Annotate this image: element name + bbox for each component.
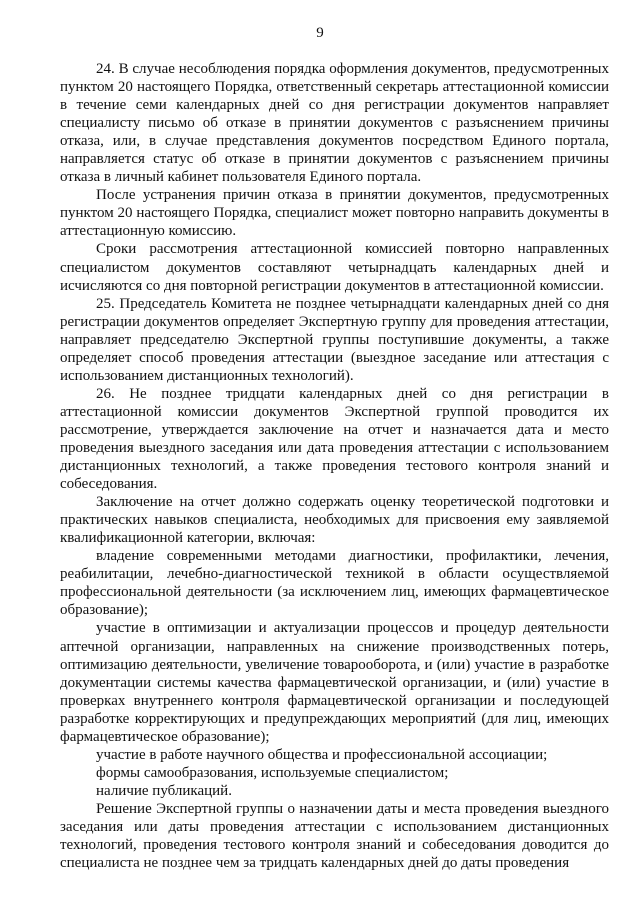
list-item-methods: владение современными методами диагностики, профилактики, лечения, реабилитации, лечебно-диагностической техникой в области осуществляемой профессиональной деятельности (за исключением лиц, имеющих фармацевтическое образование); [60, 548, 609, 619]
page-number: 9 [316, 25, 324, 41]
list-item-self-education: формы самообразования, используемые специалистом; [96, 764, 449, 781]
paragraph-decision: Решение Экспертной группы о назначении даты и места проведения выездного заседания или даты проведения аттестации с использованием дистанционных технологий, проведения тестового контроля знаний и собеседования доводится до специалиста не позднее чем за тридцать календарных дней до даты проведения [60, 800, 609, 872]
paragraph-conclusion: Заключение на отчет должно содержать оценку теоретической подготовки и практических навыков специалиста, необходимых для присвоения ему заявляемой квалификационной категории, включая: [60, 494, 609, 547]
paragraph-review-terms: Сроки рассмотрения аттестационной комиссией повторно направленных специалистом документов составляют четырнадцать календарных дней и исчисляются со дня повторной регистрации документов в аттестационной комиссии. [60, 241, 609, 294]
paragraph-24-refusal: 24. В случае несоблюдения порядка оформления документов, предусмотренных пунктом 20 настоящего Порядка, ответственный секретарь аттестационной комиссии в течение семи календарных дней со дня регистрации документов направляет специалисту письмо об отказе в принятии документов с разъяснением причины отказа, или, в случае представления документов посредством Единого портала, направляется статус об отказе в принятии документов с разъяснением причины отказа в личный кабинет пользователя Единого портала. [60, 61, 609, 186]
list-item-publications: наличие публикаций. [96, 782, 232, 799]
list-item-optimization: участие в оптимизации и актуализации процессов и процедур деятельности аптечной организации, направленных на снижение производственных потерь, оптимизацию деятельности, увеличение товарооборота, и (или) участие в разработке документации системы качества фармацевтической организации, и (или) участие в проверках внутреннего контроля фармацевтической организации и последующей разработке корректирующих и предупреждающих мероприятий (для лиц, имеющих фармацевтическое образование); [60, 620, 609, 745]
paragraph-resubmission: После устранения причин отказа в принятии документов, предусмотренных пунктом 20 настоящего Порядка, специалист может повторно направить документы в аттестационную комиссию. [60, 187, 609, 240]
list-item-scientific-society: участие в работе научного общества и профессиональной ассоциации; [96, 746, 548, 763]
paragraph-25-expert-group: 25. Председатель Комитета не позднее четырнадцати календарных дней со дня регистрации документов определяет Экспертную группу для проведения аттестации, направляет председателю Экспертной группы поступившие документы, а также определяет способ проведения аттестации (выездное заседание или аттестация с использованием дистанционных технологий). [60, 295, 609, 384]
paragraph-26-review: 26. Не позднее тридцати календарных дней со дня регистрации в аттестационной комиссии документов Экспертной группой проводится их рассмотрение, утверждается заключение на отчет и назначается дата и место проведения выездного заседания или дата проведения аттестации с использованием дистанционных технологий, а также проведения тестового контроля знаний и собеседования. [60, 385, 609, 493]
document-body [60, 60, 609, 872]
